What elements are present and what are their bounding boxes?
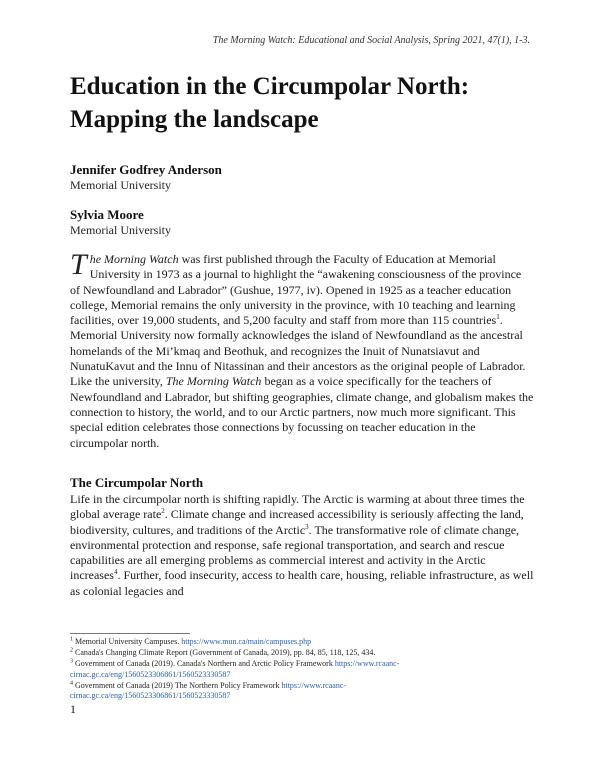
footnote xyxy=(70,648,470,658)
footnote-text: Government of Canada (2019). Canada's Northern and Arctic Policy Framework xyxy=(73,659,335,669)
intro-text: was first published through the Faculty of Education at Memorial University in 1973 as a journal to highlight the “awakening consciousness of the province of Newfoundland and Labrador” (Gushue, 1977, iv). Opened in 1925 as a teacher education college, Memorial remains the only university in the province, with 10 teaching and learning facilities, over 19,000 students, and 5,200 faculty and staff from more than 115 countries xyxy=(70,252,522,328)
title-line-1: Education in the Circumpolar North: xyxy=(70,73,470,100)
footnote-link[interactable]: https://www.rcaanc-cirnac.gc.ca/eng/1560523306861/1560523330587 xyxy=(70,659,400,679)
footnote-link[interactable]: https://www.rcaanc-cirnac.gc.ca/eng/1560523306861/1560523330587 xyxy=(70,680,347,701)
journal-name: he Morning Watch xyxy=(89,252,179,266)
section-text: . Climate change and increased accessibility is seriously affecting the land, biodiversity, cultures, and traditions of the Arctic xyxy=(70,507,524,537)
footnote-text: Government of Canada (2019) The Northern Policy Framework xyxy=(73,680,282,690)
footnote xyxy=(70,681,470,701)
footnote-number: 2 xyxy=(70,647,73,654)
author-block xyxy=(70,207,530,238)
intro-paragraph xyxy=(70,248,534,451)
footnote-number: 1 xyxy=(70,636,73,643)
section-paragraph xyxy=(70,492,534,599)
footnote xyxy=(70,659,470,679)
author-name: Jennifer Godfrey Anderson xyxy=(70,162,222,177)
footnote-ref[interactable]: 3 xyxy=(305,522,309,531)
footnote-number: 3 xyxy=(70,658,73,665)
author-name: Sylvia Moore xyxy=(70,207,144,222)
footnote-divider xyxy=(70,633,190,634)
paper-title xyxy=(70,70,540,136)
footnote-ref[interactable]: 4 xyxy=(113,568,118,577)
section-text: . Further, food insecurity, access to health care, housing, reliable infrastructure, as well as colonial legacies and xyxy=(70,568,534,598)
author-block xyxy=(70,162,530,193)
section-text: Life in the circumpolar north is shifting rapidly. The Arctic is warming at about three times the global average rate xyxy=(70,492,525,522)
page-number: 1 xyxy=(70,702,76,716)
running-head: The Morning Watch: Educational and Social Analysis, Spring 2021, 47(1), 1-3. xyxy=(212,35,530,46)
footnotes xyxy=(70,637,470,702)
journal-name: The Morning Watch xyxy=(165,374,262,389)
intro-text: . Memorial University now formally acknowledges the island of Newfoundland as the ancestral homelands of the Mi’kmaq and Beothuk, and recognizes the Inuit of Nunatsiavut and NunatuKavut and the Innu of Nitassinan and their ancestors as the original people of Labrador. Like the university, xyxy=(70,313,526,389)
author-affiliation: Memorial University xyxy=(70,223,171,237)
footnote-text: Canada's Changing Climate Report (Government of Canada, 2019), pp. 84, 85, 118, 125, 434. xyxy=(73,648,376,658)
section-text: . The transformative role of climate change, environmental protection and response, safe regional transportation, and search and rescue capabilities are all emerging problems as commercial interest and activity in the Arctic increases xyxy=(70,522,520,583)
footnote-number: 4 xyxy=(70,680,73,687)
drop-cap: T xyxy=(70,248,87,281)
author-affiliation: Memorial University xyxy=(70,178,171,192)
footnote-link[interactable]: https://www.mun.ca/main/campuses.php xyxy=(181,637,312,646)
intro-text: began as a voice specifically for the teachers of Newfoundland and Labrador, but shifting geographies, climate change, and globalism makes the connection to history, the world, and to our Arctic partners, now much more significant. This special edition celebrates those connections by focussing on teacher education in the circumpolar north. xyxy=(70,374,534,450)
footnote-text: Memorial University Campuses. xyxy=(73,637,182,646)
section-heading: The Circumpolar North xyxy=(70,475,204,490)
title-line-2: Mapping the landscape xyxy=(70,106,319,133)
footnote-ref[interactable]: 2 xyxy=(161,507,165,516)
footnote-ref[interactable]: 1 xyxy=(496,313,500,322)
footnote xyxy=(70,637,470,647)
